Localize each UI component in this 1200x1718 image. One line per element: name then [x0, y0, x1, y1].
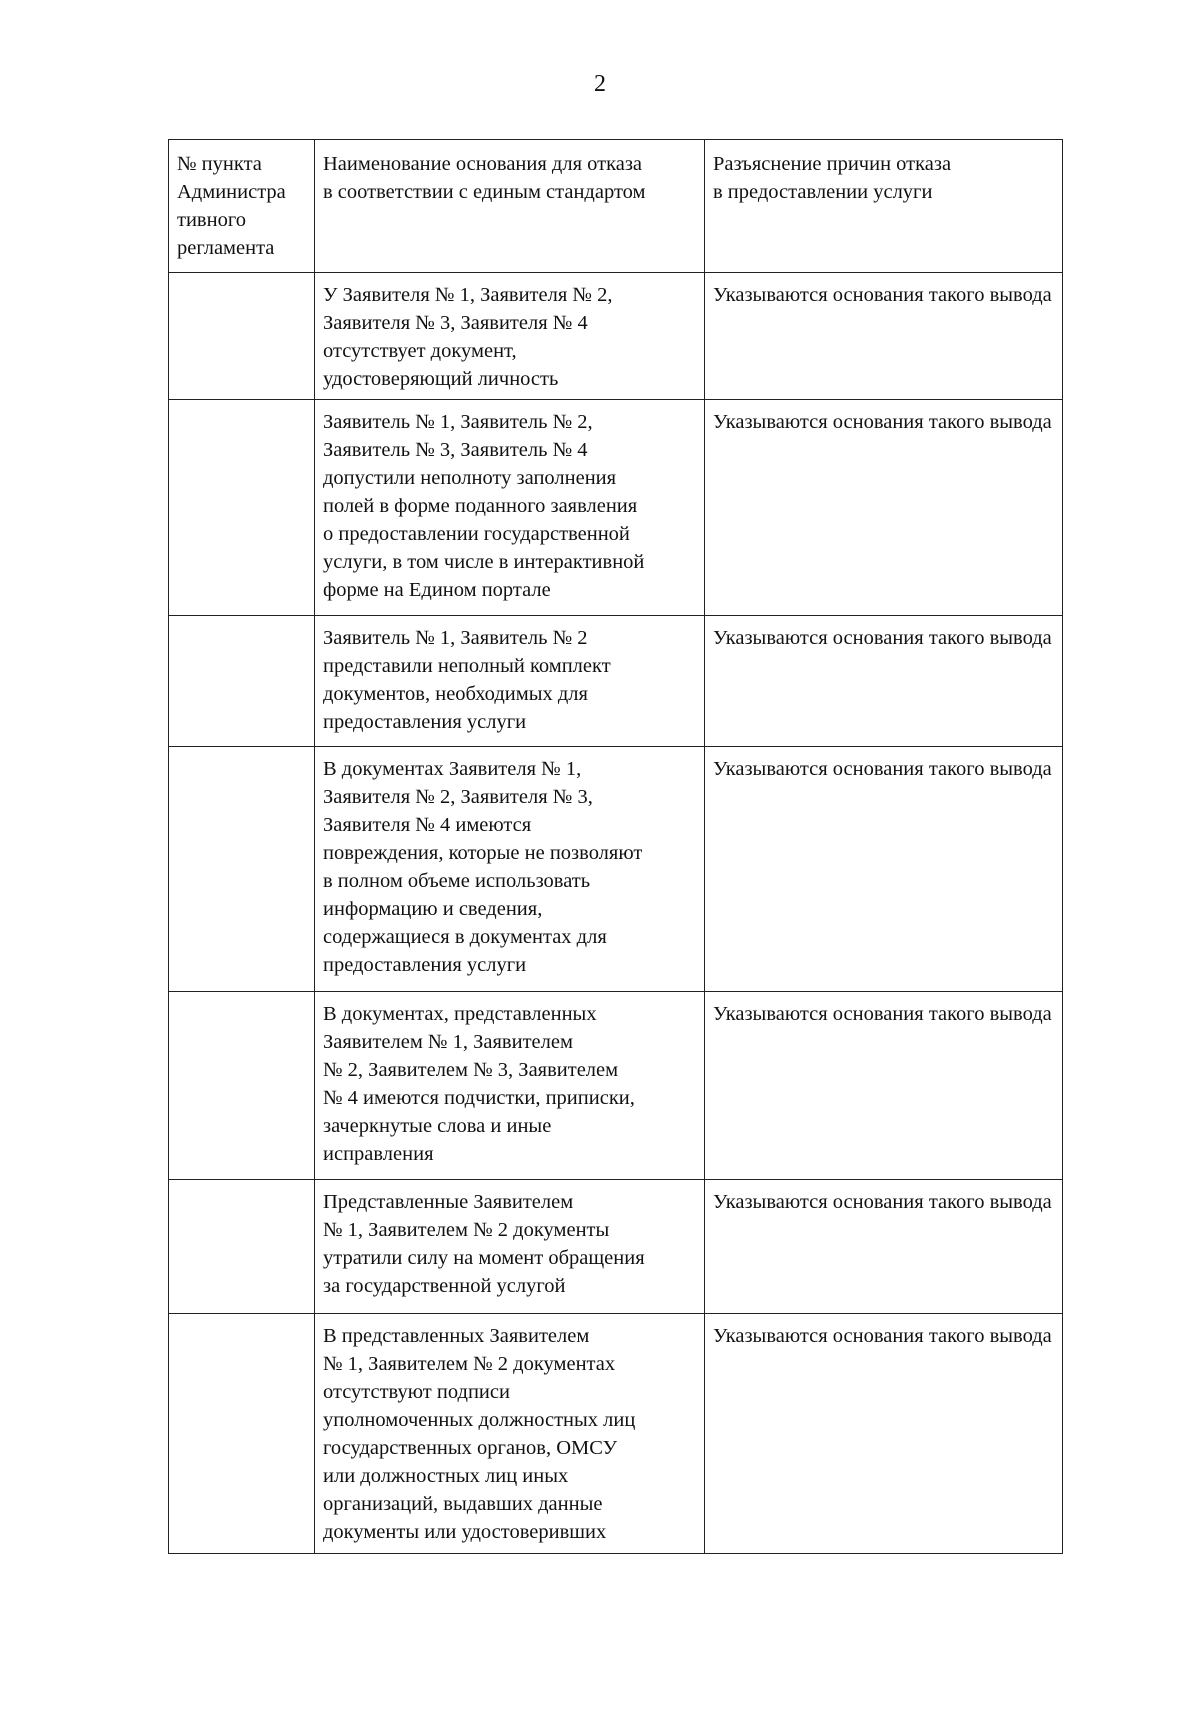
page-number: 2 — [594, 71, 606, 97]
refusal-ground-cell: В представленных Заявителем № 1, Заявителем № 2 документах отсутствуют подписи уполномоченных должностных лиц государственных органов, ОМСУ или должностных лиц иных организаций, выдавших данные документы или удостоверивших — [315, 1314, 705, 1554]
refusal-ground-cell: В документах Заявителя № 1, Заявителя № 2, Заявителя № 3, Заявителя № 4 имеются повреждения, которые не позволяют в полном объеме использовать информацию и сведения, содержащиеся в документах для предоставления услуги — [315, 747, 705, 992]
table-header-row — [169, 140, 1063, 273]
header-refusal-ground: Наименование основания для отказа в соответствии с единым стандартом — [315, 140, 705, 273]
table-row — [169, 747, 1063, 992]
item-number-cell — [169, 400, 315, 616]
item-number-cell — [169, 616, 315, 747]
table-row — [169, 400, 1063, 616]
explanation-cell: Указываются основания такого вывода — [705, 1314, 1063, 1554]
refusal-ground-cell: Заявитель № 1, Заявитель № 2, Заявитель № 3, Заявитель № 4 допустили неполноту заполнения полей в форме поданного заявления о предоставлении государственной услуги, в том числе в интерактивной форме на Едином портале — [315, 400, 705, 616]
refusal-ground-cell: Заявитель № 1, Заявитель № 2 представили неполный комплект документов, необходимых для предоставления услуги — [315, 616, 705, 747]
explanation-cell: Указываются основания такого вывода — [705, 616, 1063, 747]
item-number-cell — [169, 1180, 315, 1314]
explanation-cell: Указываются основания такого вывода — [705, 273, 1063, 400]
table-row — [169, 1314, 1063, 1554]
explanation-cell: Указываются основания такого вывода — [705, 747, 1063, 992]
header-item-number: № пункта Администра тивного регламента — [169, 140, 315, 273]
refusal-ground-cell: У Заявителя № 1, Заявителя № 2, Заявителя № 3, Заявителя № 4 отсутствует документ, удостоверяющий личность — [315, 273, 705, 400]
explanation-cell: Указываются основания такого вывода — [705, 400, 1063, 616]
refusal-ground-cell: Представленные Заявителем № 1, Заявителем № 2 документы утратили силу на момент обращения за государственной услугой — [315, 1180, 705, 1314]
item-number-cell — [169, 273, 315, 400]
refusal-ground-cell: В документах, представленных Заявителем № 1, Заявителем № 2, Заявителем № 3, Заявителем № 4 имеются подчистки, приписки, зачеркнутые слова и иные исправления — [315, 992, 705, 1180]
explanation-cell: Указываются основания такого вывода — [705, 1180, 1063, 1314]
item-number-cell — [169, 992, 315, 1180]
table-row — [169, 992, 1063, 1180]
table-row — [169, 616, 1063, 747]
item-number-cell — [169, 1314, 315, 1554]
table-row — [169, 273, 1063, 400]
header-refusal-explanation: Разъяснение причин отказа в предоставлении услуги — [705, 140, 1063, 273]
item-number-cell — [169, 747, 315, 992]
explanation-cell: Указываются основания такого вывода — [705, 992, 1063, 1180]
refusal-grounds-table — [168, 139, 1063, 1554]
table-row — [169, 1180, 1063, 1314]
